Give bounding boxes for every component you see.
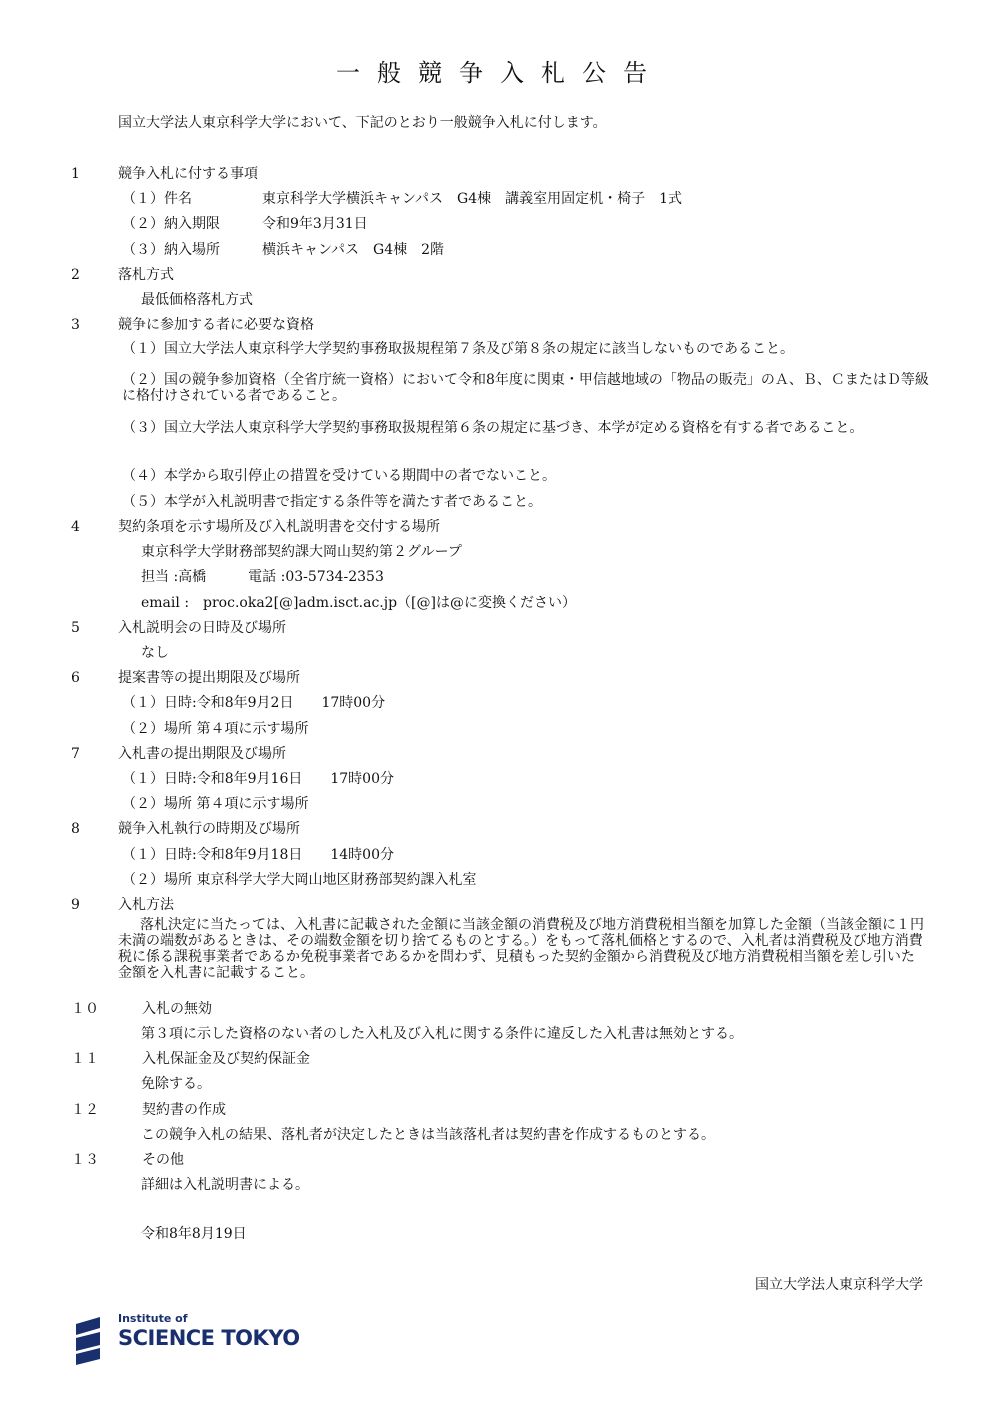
section-heading: 入札方法 <box>118 897 174 913</box>
item-label: （１）件名 <box>122 191 192 207</box>
section-heading: 契約条項を示す場所及び入札説明書を交付する場所 <box>118 519 440 535</box>
section-body: 第３項に示した資格のない者のした入札及び入札に関する条件に違反した入札書は無効とする。 <box>141 1026 743 1042</box>
section-number: 5 <box>71 620 80 636</box>
institution-logo <box>70 1313 320 1363</box>
item-value: 横浜キャンパス G4棟 2階 <box>262 242 445 258</box>
section-number: 3 <box>71 317 80 333</box>
list-item: （１）国立大学法人東京科学大学契約事務取扱規程第７条及び第８条の規定に該当しないものであること。 <box>122 341 794 357</box>
list-item: （４）本学から取引停止の措置を受けている期間中の者でないこと。 <box>122 468 556 484</box>
item-value: 令和9年3月31日 <box>262 216 368 232</box>
intro-text: 国立大学法人東京科学大学において、下記のとおり一般競争入札に付します。 <box>118 115 607 131</box>
section-number: 6 <box>71 670 80 686</box>
section-heading: 競争に参加する者に必要な資格 <box>118 317 314 333</box>
section-heading: 入札説明会の日時及び場所 <box>118 620 286 636</box>
section-heading: 競争入札執行の時期及び場所 <box>118 821 300 837</box>
section-body: 最低価格落札方式 <box>141 292 253 308</box>
section-heading: 競争入札に付する事項 <box>118 166 258 182</box>
section-body: 落札決定に当たっては、入札書に記載された金額に当該金額の消費税及び地方消費税相当額を加算した金額（当該金額に１円未満の端数があるときは、その端数金額を切り捨てるものとする。）をもって落札価格とするので、入札者は消費税及び地方消費税に係る課税事業者であるか免税事業者であるかを問わず、見積もった契約金額から消費税及び地方消費税相当額を差し引いた金額を入札書に記載すること。 <box>118 917 924 981</box>
section-number: １０ <box>71 1001 99 1017</box>
section-number: 4 <box>71 519 80 535</box>
section-number: 1 <box>71 166 80 182</box>
list-item: （１）日時:令和8年9月2日 17時00分 <box>122 695 386 711</box>
section-heading: その他 <box>142 1152 184 1168</box>
section-heading: 契約書の作成 <box>142 1102 226 1118</box>
section-number: 2 <box>71 267 80 283</box>
section-number: 8 <box>71 821 80 837</box>
section-heading: 落札方式 <box>118 267 174 283</box>
section-number: １３ <box>71 1152 99 1168</box>
list-item: （１）日時:令和8年9月18日 14時00分 <box>122 847 394 863</box>
document-title: 一般競争入札公告 <box>336 59 664 87</box>
list-item: （２）国の競争参加資格（全省庁統一資格）において令和8年度に関東・甲信越地域の「物品の販売」のＡ、Ｂ、ＣまたはＤ等級に格付けされている者であること。 <box>122 372 929 404</box>
section-body: なし <box>141 645 169 661</box>
list-item: （３）国立大学法人東京科学大学契約事務取扱規程第６条の規定に基づき、本学が定める資格を有する者であること。 <box>122 420 864 436</box>
contract-office: 東京科学大学財務部契約課大岡山契約第２グループ <box>141 544 462 560</box>
section-number: 9 <box>71 897 80 913</box>
logo-text-small: Institute of <box>118 1312 188 1325</box>
section-heading: 入札保証金及び契約保証金 <box>142 1051 310 1067</box>
list-item: （５）本学が入札説明書で指定する条件等を満たす者であること。 <box>122 494 542 510</box>
section-number: 7 <box>71 746 80 762</box>
logo-s-mark-icon <box>70 1315 110 1365</box>
issuer-name: 国立大学法人東京科学大学 <box>755 1277 923 1293</box>
list-item: （１）日時:令和8年9月16日 17時00分 <box>122 771 394 787</box>
section-number: １２ <box>71 1102 99 1118</box>
logo-text-large: SCIENCE TOKYO <box>118 1326 300 1350</box>
item-value: 東京科学大学横浜キャンパス G4棟 講義室用固定机・椅子 1式 <box>262 191 683 207</box>
item-label: （３）納入場所 <box>122 242 220 258</box>
item-label: （２）納入期限 <box>122 216 220 232</box>
section-heading: 入札の無効 <box>142 1001 212 1017</box>
section-body: 免除する。 <box>141 1076 211 1092</box>
contact-person: 担当 :高橋 電話 :03-5734-2353 <box>141 569 384 585</box>
list-item: （２）場所 第４項に示す場所 <box>122 796 309 812</box>
section-body: 詳細は入札説明書による。 <box>141 1177 309 1193</box>
list-item: （２）場所 東京科学大学大岡山地区財務部契約課入札室 <box>122 872 477 888</box>
section-heading: 提案書等の提出期限及び場所 <box>118 670 300 686</box>
contact-email: email : proc.oka2[@]adm.isct.ac.jp（[@]は@に変換ください） <box>141 595 576 611</box>
notice-date: 令和8年8月19日 <box>141 1226 247 1242</box>
list-item: （２）場所 第４項に示す場所 <box>122 721 309 737</box>
section-heading: 入札書の提出期限及び場所 <box>118 746 286 762</box>
section-body: この競争入札の結果、落札者が決定したときは当該落札者は契約書を作成するものとする。 <box>141 1127 715 1143</box>
section-number: １１ <box>71 1051 99 1067</box>
